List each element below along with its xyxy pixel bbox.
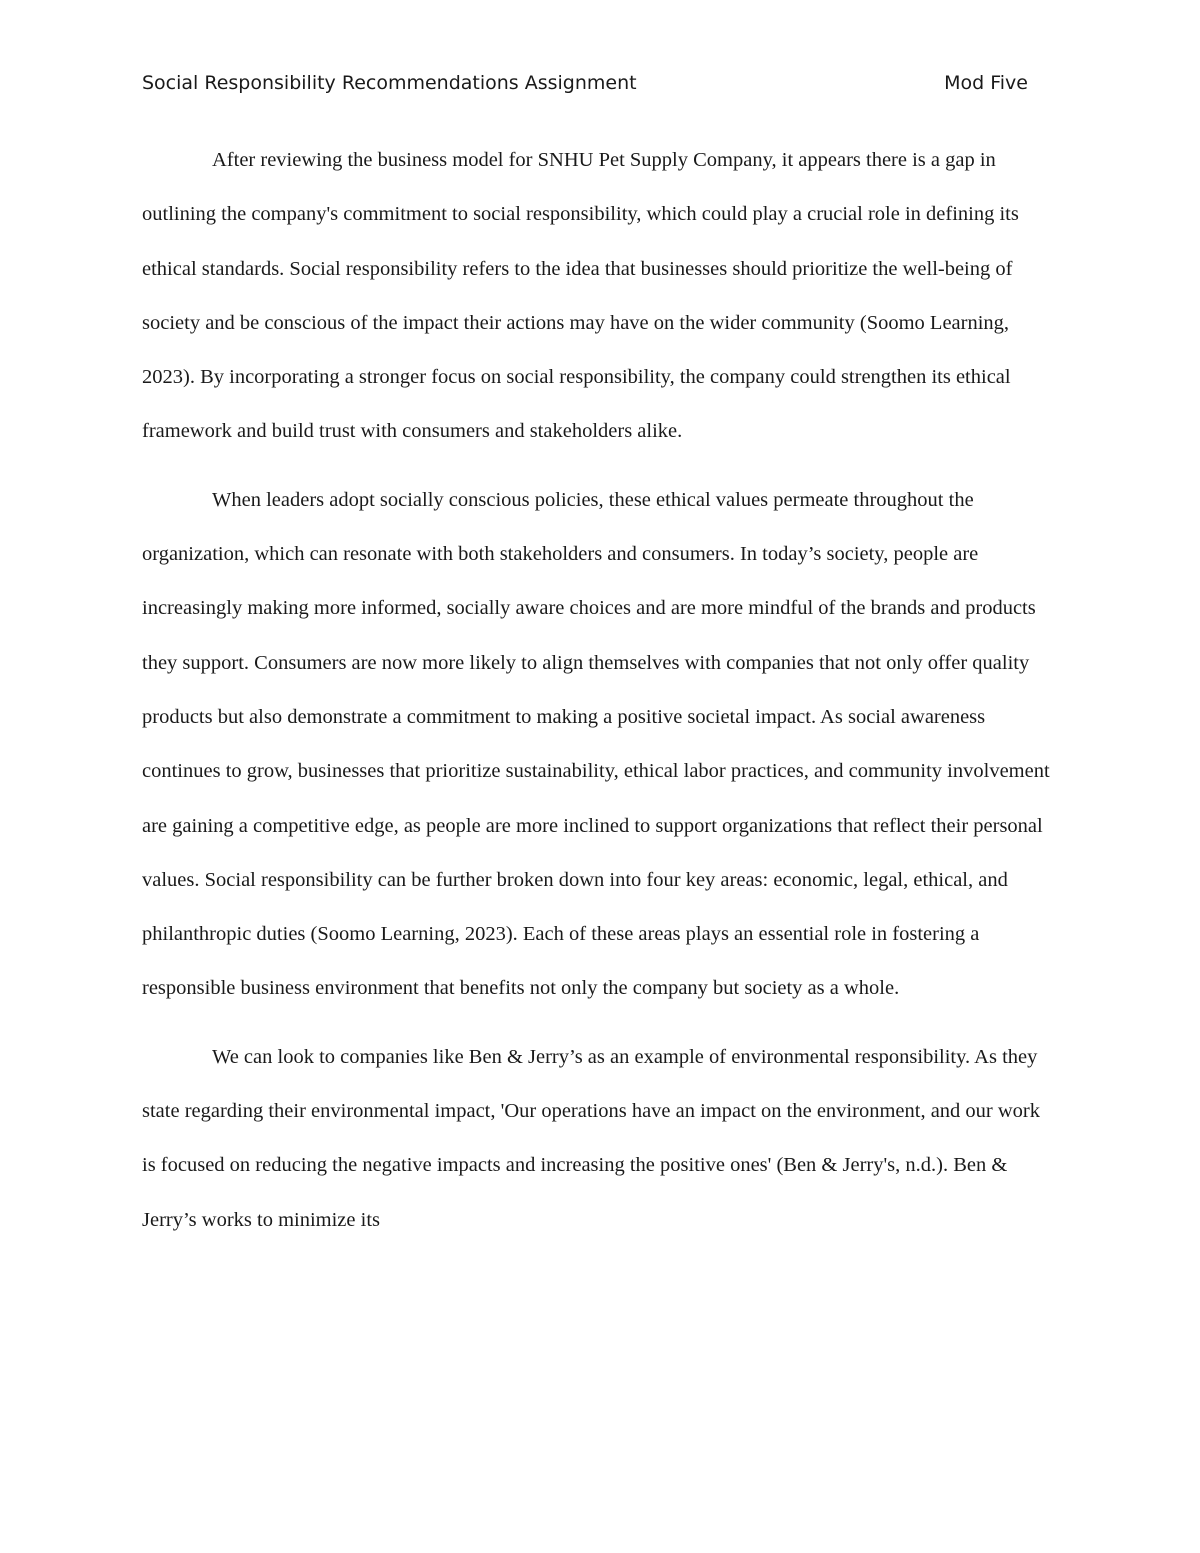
page-header [142, 70, 1028, 96]
paragraph-socially-conscious-policies: When leaders adopt socially conscious policies, these ethical values permeate throughout the organization, which can resonate with both stakeholders and consumers. In today’s society, people are increasingly making more informed, socially aware choices and are more mindful of the brands and products they support. Consumers are now more likely to align themselves with companies that not only offer quality products but also demonstrate a commitment to making a positive societal impact. As social awareness continues to grow, businesses that prioritize sustainability, ethical labor practices, and community involvement are gaining a competitive edge, as people are more inclined to support organizations that reflect their personal values. Social responsibility can be further broken down into four key areas: economic, legal, ethical, and philanthropic duties (Soomo Learning, 2023). Each of these areas plays an essential role in fostering a responsible business environment that benefits not only the company but society as a whole. [142, 488, 1050, 1000]
header-module-label: Mod Five [944, 72, 1028, 94]
paragraph-intro: After reviewing the business model for SNHU Pet Supply Company, it appears there is a gap in outlining the company's commitment to social responsibility, which could play a crucial role in defining its ethical standards. Social responsibility refers to the idea that businesses should prioritize the well-being of society and be conscious of the impact their actions may have on the wider community (Soomo Learning, 2023). By incorporating a stronger focus on social responsibility, the company could strengthen its ethical framework and build trust with consumers and stakeholders alike. [142, 149, 1019, 443]
document-body [142, 133, 1054, 1261]
header-title: Social Responsibility Recommendations Assignment [142, 72, 637, 94]
paragraph-ben-and-jerrys: We can look to companies like Ben & Jerry’s as an example of environmental responsibility. As they state regarding their environmental impact, 'Our operations have an impact on the environment, and our work is focused on reducing the negative impacts and increasing the positive ones' (Ben & Jerry's, n.d.). Ben & Jerry’s works to minimize its [142, 1045, 1041, 1231]
